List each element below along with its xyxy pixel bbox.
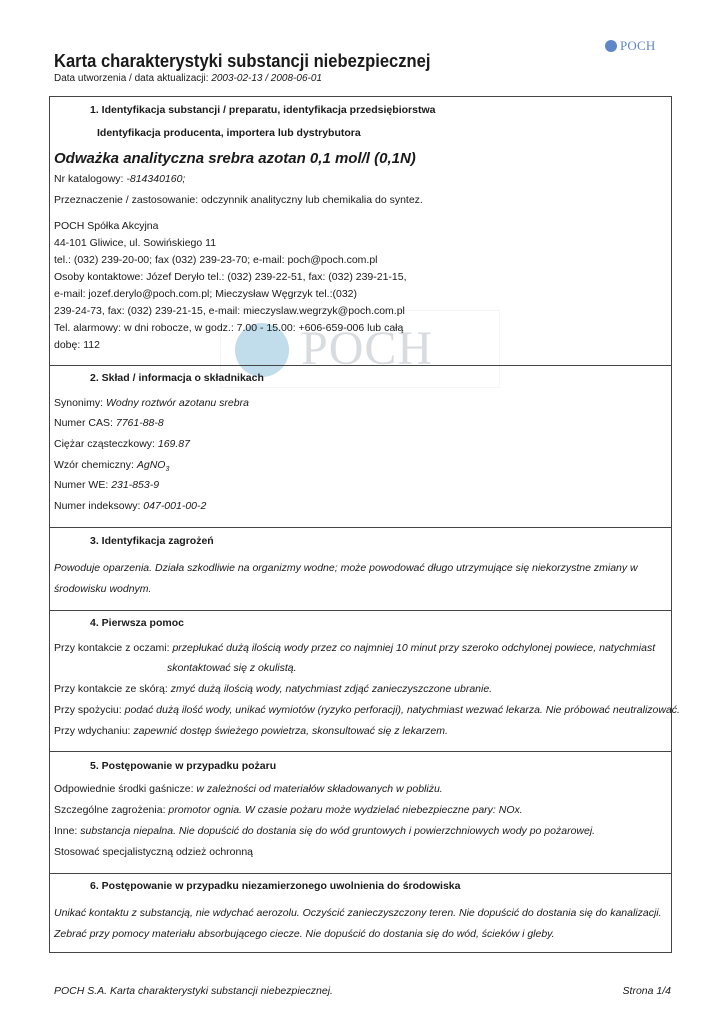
release-text: Unikać kontaktu z substancją, nie wdychać aerozolu. Oczyścić zanieczyszczony teren. Nie dopuścić do dostania się do kanalizacji. xyxy=(54,907,662,919)
section-divider xyxy=(50,365,671,366)
special-hazards-value: promotor ognia. W czasie pożaru może wydzielać niebezpieczne pary: NOx. xyxy=(168,804,523,816)
hazard-text: Powoduje oparzenia. Działa szkodliwie na organizmy wodne; może powodować długo utrzymujące się niekorzystne zmiany w xyxy=(54,562,638,574)
cas-row xyxy=(54,417,164,430)
first-aid-inhalation xyxy=(54,725,448,738)
formula-value xyxy=(136,459,170,474)
section-3-heading: 3. Identyfikacja zagrożeń xyxy=(90,535,214,547)
we-row xyxy=(54,479,159,492)
section-1-heading: 1. Identyfikacja substancji / preparatu, identyfikacja przedsiębiorstwa xyxy=(90,104,436,116)
catalog-value: -814340160; xyxy=(126,173,186,185)
skin-value: zmyć dużą ilością wody, natychmiast zdjąć zanieczyszczone ubranie. xyxy=(170,683,493,695)
section-divider xyxy=(50,751,671,752)
footer-page-number: Strona 1/4 xyxy=(622,985,671,997)
extinguishing-value: w zależności od materiałów składowanych w pobliżu. xyxy=(196,783,443,795)
section-divider xyxy=(50,527,671,528)
first-aid-eyes xyxy=(54,642,655,655)
first-aid-ingestion xyxy=(54,704,680,717)
watermark-text: POCH xyxy=(301,322,434,375)
mw-value: 169.87 xyxy=(157,438,190,450)
catalog-number xyxy=(54,173,185,186)
other-label: Inne: xyxy=(54,825,78,837)
other-value: substancja niepalna. Nie dopuścić do dostania się do wód gruntowych i powierzchniowych wody po pożarowej. xyxy=(80,825,596,837)
company-line: 239-24-73, fax: (032) 239-21-15, e-mail: mieczyslaw.wegrzyk@poch.com.pl xyxy=(54,305,405,317)
section-1-subheading: Identyfikacja producenta, importera lub dystrybutora xyxy=(97,127,361,139)
hazard-text: środowisku wodnym. xyxy=(54,583,152,595)
dates-value: 2003-02-13 / 2008-06-01 xyxy=(211,73,322,84)
dates-label: Data utworzenia / data aktualizacji: xyxy=(54,73,209,84)
inhalation-label: Przy wdychaniu: xyxy=(54,725,131,737)
inhalation-value: zapewnić dostęp świeżego powietrza, skonsultować się z lekarzem. xyxy=(133,725,448,737)
formula-main: AgNO xyxy=(136,459,166,471)
poch-logo xyxy=(605,37,655,55)
company-line: Osoby kontaktowe: Józef Deryło tel.: (032) 239-22-51, fax: (032) 239-21-15, xyxy=(54,271,407,283)
company-line: tel.: (032) 239-20-00; fax (032) 239-23-70; e-mail: poch@poch.com.pl xyxy=(54,254,378,266)
index-label: Numer indeksowy: xyxy=(54,500,141,512)
section-divider xyxy=(50,610,671,611)
company-line: Tel. alarmowy: w dni robocze, w godz.: 7.00 - 15.00: +606-659-006 lub całą xyxy=(54,322,404,334)
section-divider xyxy=(50,873,671,874)
release-text: Zebrać przy pomocy materiału absorbującego ciecze. Nie dopuścić do dostania się do wód, ścieków i gleby. xyxy=(54,928,555,940)
mw-row xyxy=(54,438,190,451)
product-name: Odważka analityczna srebra azotan 0,1 mol/l (0,1N) xyxy=(54,150,416,167)
skin-label: Przy kontakcie ze skórą: xyxy=(54,683,168,695)
section-4-heading: 4. Pierwsza pomoc xyxy=(90,617,184,629)
cas-label: Numer CAS: xyxy=(54,417,113,429)
poch-logo-icon xyxy=(605,40,617,52)
cas-value: 7761-88-8 xyxy=(115,417,164,429)
purpose: Przeznaczenie / zastosowanie: odczynnik analityczny lub chemikalia do syntez. xyxy=(54,194,423,206)
section-6-heading: 6. Postępowanie w przypadku niezamierzonego uwolnienia do środowiska xyxy=(90,880,461,892)
section-5-heading: 5. Postępowanie w przypadku pożaru xyxy=(90,760,277,772)
formula-label: Wzór chemiczny: xyxy=(54,459,134,471)
footer-document-name: POCH S.A. Karta charakterystyki substancji niebezpiecznej. xyxy=(54,985,333,997)
synonym-row xyxy=(54,397,249,410)
eyes-label: Przy kontakcie z oczami: xyxy=(54,642,170,654)
protective-equipment: Stosować specjalistyczną odzież ochronną xyxy=(54,846,254,858)
extinguishing-media xyxy=(54,783,443,796)
ingestion-value: podać dużą ilość wody, unikać wymiotów (ryzyko perforacji), natychmiast wezwać lekarza. Nie próbować neutralizować. xyxy=(124,704,680,716)
index-value: 047-001-00-2 xyxy=(143,500,207,512)
formula-subscript: 3 xyxy=(165,466,170,474)
special-hazards xyxy=(54,804,523,817)
company-line: dobę: 112 xyxy=(54,339,100,351)
section-2-heading: 2. Skład / informacja o składnikach xyxy=(90,372,264,384)
first-aid-skin xyxy=(54,683,492,696)
index-row xyxy=(54,500,206,513)
we-label: Numer WE: xyxy=(54,479,109,491)
special-hazards-label: Szczególne zagrożenia: xyxy=(54,804,166,816)
company-line: e-mail: jozef.derylo@poch.com.pl; Mieczysław Węgrzyk tel.:(032) xyxy=(54,288,358,300)
company-line: POCH Spółka Akcyjna xyxy=(54,220,159,232)
other-info xyxy=(54,825,595,838)
synonym-value: Wodny roztwór azotanu srebra xyxy=(105,397,249,409)
eyes-value: przepłukać dużą ilością wody przez co najmniej 10 minut przy szeroko odchylonej powiece, natychmiast xyxy=(172,642,656,654)
ingestion-label: Przy spożyciu: xyxy=(54,704,122,716)
extinguishing-label: Odpowiednie środki gaśnicze: xyxy=(54,783,194,795)
catalog-label: Nr katalogowy: xyxy=(54,173,124,185)
company-line: 44-101 Gliwice, ul. Sowińskiego 11 xyxy=(54,237,217,249)
poch-logo-text: POCH xyxy=(620,38,656,53)
mw-label: Ciężar cząsteczkowy: xyxy=(54,438,155,450)
document-title: Karta charakterystyki substancji niebezpiecznej xyxy=(54,51,431,71)
formula-row xyxy=(54,459,169,476)
document-dates xyxy=(54,73,322,84)
we-value: 231-853-9 xyxy=(111,479,160,491)
eyes-value-continued: skontaktować się z okulistą. xyxy=(167,662,297,674)
synonym-label: Synonimy: xyxy=(54,397,104,409)
